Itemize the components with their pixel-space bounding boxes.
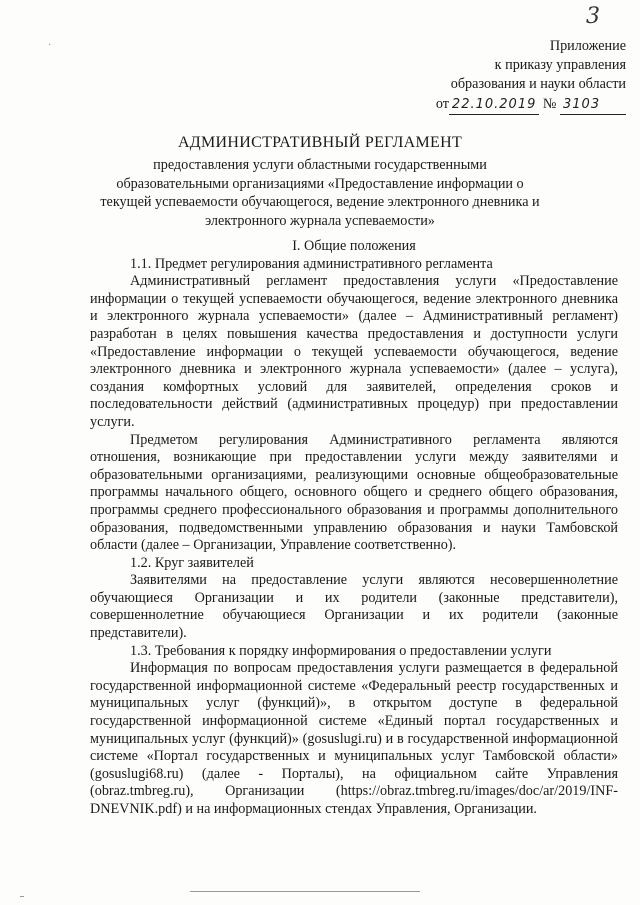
appendix-from: от	[435, 95, 449, 112]
appendix-line-3: образования и науки области	[450, 76, 626, 93]
subsection-heading-1-1: 1.1. Предмет регулирования административного регламента	[130, 255, 493, 272]
appendix-block	[436, 37, 626, 115]
subsection-heading-1-3: 1.3. Требования к порядку информирования о предоставлении услуги	[130, 642, 552, 659]
paragraph-1-3: Информация по вопросам предоставления услуги размещается в федеральной государственной информационной системе «Федеральный реестр государственных и муниципальных услуг (функций)», в открытом доступе в федеральной государственной информационной системе «Единый портал государственных и муниципальных услуг (функций)» (gosuslugi.ru) и в государственной информационной системе «Портал государственных и муниципальных услуг Тамбовской области» (gosuslugi68.ru) (далее - Порталы), на официальном сайте Управления (obraz.tmbreg.ru), Организации (https://obraz.tmbreg.ru/images/doc/ar/2019/INF-DNEVNIK.pdf) и на информационных стендах Управления, Организации.	[90, 660, 618, 817]
number-sign: №	[542, 95, 557, 112]
paragraph-1-2: Заявителями на предоставление услуги являются несовершеннолетние обучающиеся Организации и их родители (законные представители), совершеннолетние обучающиеся Организации и их родители (законные представители).	[90, 572, 618, 642]
document-body	[90, 238, 618, 819]
margin-mark: ·	[48, 40, 52, 51]
page-number: 3	[586, 4, 600, 29]
paragraph-1-1-a: Административный регламент предоставления услуги «Предоставление информации о текущей успеваемости обучающегося, ведение электронного дневника и электронного журнала успеваемости» (далее – Административный регламент) разработан в целях повышения качества предоставления и доступности услуги «Предоставление информации о текущей успеваемости обучающегося, ведение электронного дневника и электронного журнала успеваемости» (далее – услуга), создания комфортных условий для заявителей, определения сроков и последовательности действий (административных процедур) при предоставлении услуги.	[90, 273, 618, 430]
document-subtitle: предоставления услуги областными государственными образовательными организациями «Предоставление информации о текущей успеваемости обучающегося, ведение электронного дневника и электронного журнала успеваемости»	[100, 157, 540, 229]
appendix-line-2: к приказу управления	[494, 57, 626, 74]
subsection-heading-1-2: 1.2. Круг заявителей	[130, 554, 254, 571]
appendix-date-line	[436, 95, 626, 115]
document-title: АДМИНИСТРАТИВНЫЙ РЕГЛАМЕНТ	[177, 134, 463, 151]
appendix-line-1: Приложение	[549, 38, 626, 54]
footer-mark	[20, 896, 24, 897]
paragraph-1-1-b: Предметом регулирования Административного регламента являются отношения, возникающие при предоставлении услуги между заявителями и образовательными организациями, реализующими основные общеобразовательные программы начального общего, основного общего и среднего общего образования, программы среднего профессионального образования и программы дополнительного образования, подведомственными управлению образования и науки Тамбовской области (далее – Организации, Управление соответственно).	[90, 431, 618, 554]
section-heading: I. Общие положения	[292, 238, 416, 254]
footer-rule	[190, 891, 420, 892]
order-number: 3103	[560, 95, 626, 115]
order-date: 22.10.2019	[449, 95, 539, 115]
